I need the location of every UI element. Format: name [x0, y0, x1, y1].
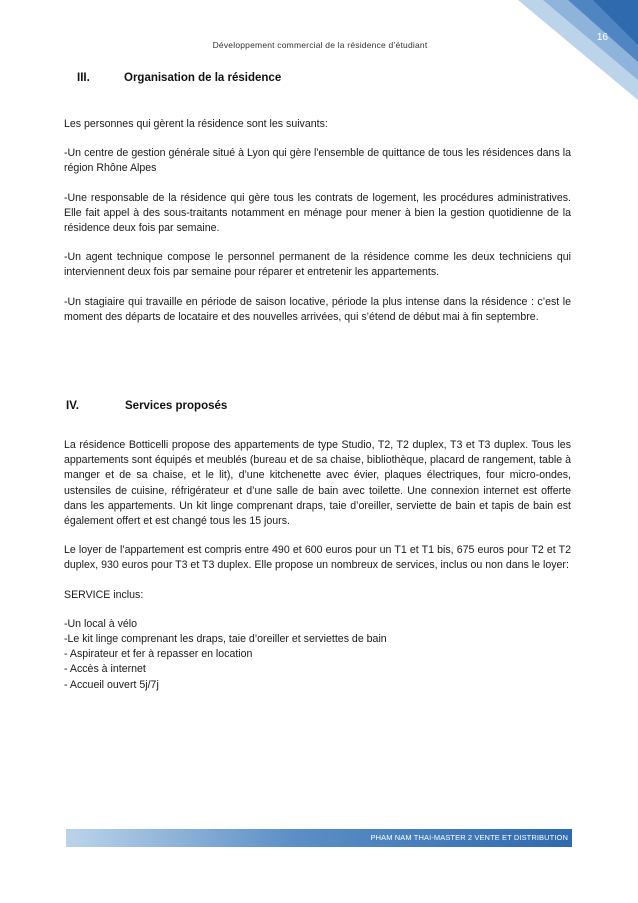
paragraph: La résidence Botticelli propose des appartements de type Studio, T2, T2 duplex, T3 et T3 duplex. Tous les appartements sont équipés et meublés (bureau et de sa chaise, bibliothèque, placard de rangement, table à manger et de sa chaise, et le lit), d’une kitchenette avec évier, plaques électriques, four micro-ondes, ustensiles de cuisine, réfrigérateur et d’une salle de bain avec toilette. Une connexion internet est offerte dans les appartements. Un kit linge comprenant draps, taie d’oreiller, serviette de bain et tapis de bain est également offert et est changé tous les 15 jours. [64, 439, 571, 528]
paragraph: -Un agent technique compose le personnel permanent de la résidence comme les deux techniciens qui interviennent deux fois par semaine pour réparer et entretenir les appartements. [64, 251, 571, 279]
list-item: - Accueil ouvert 5j/7j [64, 678, 159, 691]
section-services-body [64, 438, 571, 693]
corner-decoration [518, 0, 638, 100]
list-item: -Un local à vélo [64, 617, 138, 630]
paragraph: -Un stagiaire qui travaille en période de saison locative, période la plus intense dans la résidence : c’est le moment des départs de locataire et des nouvelles arrivées, qui s’étend de début mai à fin septembre. [64, 295, 571, 323]
services-list [64, 617, 571, 693]
section-heading-services [66, 400, 227, 412]
paragraph: Les personnes qui gèrent la résidence sont les suivants: [64, 118, 328, 130]
footer-label: PHAM NAM THAI-MASTER 2 VENTE ET DISTRIBUTION [370, 833, 568, 842]
paragraph: Le loyer de l’appartement est compris entre 490 et 600 euros pour un T1 et T1 bis, 675 euros pour T2 et T2 duplex, 930 euros pour T3 et T3 duplex. Elle propose un nombreux de services, inclus ou non dans le loyer: [64, 544, 571, 572]
section-heading-organisation [77, 72, 281, 84]
running-header: Développement commercial de la résidence d’étudiant [212, 40, 428, 50]
paragraph: -Un centre de gestion générale situé à Lyon qui gère l'ensemble de quittance de tous les résidences dans la région Rhône Alpes [64, 147, 571, 175]
list-item: -Le kit linge comprenant les draps, taie d’oreiller et serviettes de bain [64, 633, 387, 646]
list-item: - Aspirateur et fer à repasser en location [64, 648, 253, 661]
paragraph: -Une responsable de la résidence qui gère tous les contrats de logement, les procédures administratives. Elle fait appel à des sous-traitants notamment en ménage pour mener à bien la gestion quotidienne de la résidence deux fois par semaine. [64, 191, 571, 235]
footer-bar [66, 829, 572, 847]
paragraph: SERVICE inclus: [64, 588, 144, 601]
section-title: Services proposés [125, 400, 228, 412]
list-item: - Accès à internet [64, 663, 146, 676]
section-title: Organisation de la résidence [124, 72, 282, 84]
page-number: 16 [596, 32, 608, 43]
section-number: IV. [66, 400, 80, 412]
section-organisation-body [64, 117, 571, 339]
section-number: III. [77, 72, 90, 84]
